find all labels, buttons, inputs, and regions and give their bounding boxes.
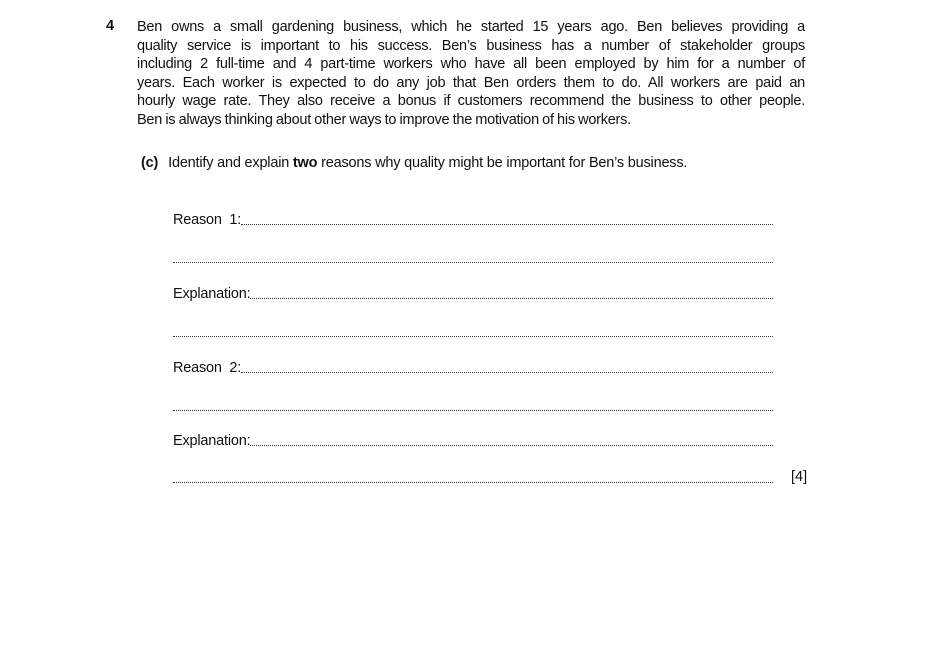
dotted-line: [173, 482, 773, 483]
stem-line: Ben owns a small gardening business, which he started 15 years ago. Ben believes providing a: [137, 19, 805, 35]
answer-line[interactable]: [173, 248, 773, 266]
prompt-emphasis: two: [292, 155, 318, 171]
part-label: (c): [141, 155, 159, 171]
answer-line-reason-2[interactable]: [173, 358, 773, 376]
answer-label: Reason 2:: [173, 360, 242, 376]
dotted-line: [173, 410, 773, 411]
stem-line: including 2 full-time and 4 part-time workers who have all been employed by him for a number of: [137, 56, 805, 73]
question-number: 4: [106, 18, 115, 34]
stem-line: quality service is important to his success. Ben’s business has a number of stakeholder groups: [137, 37, 805, 54]
answer-line-explanation-2[interactable]: [173, 431, 773, 449]
answer-line[interactable]: [173, 322, 773, 340]
dotted-line: [173, 262, 773, 263]
part-c-prompt: [141, 155, 687, 171]
stem-line: years. Each worker is expected to do any job that Ben orders them to do. All workers are paid an: [137, 74, 805, 91]
marks-allocation: [4]: [791, 469, 808, 485]
answer-label: Reason 1:: [173, 212, 242, 228]
dotted-line: [173, 336, 773, 337]
dotted-line: [250, 445, 773, 446]
dotted-line: [241, 372, 773, 373]
answer-line-explanation-1[interactable]: [173, 284, 773, 302]
answer-line[interactable]: [173, 468, 773, 486]
answer-label: Explanation:: [173, 433, 251, 449]
prompt-text: reasons why quality might be important for Ben’s business.: [317, 155, 688, 171]
stem-line: hourly wage rate. They also receive a bonus if customers recommend the business to other people.: [137, 93, 805, 110]
answer-label: Explanation:: [173, 286, 251, 302]
stem-line: Ben is always thinking about other ways to improve the motivation of his workers.: [137, 111, 631, 128]
answer-line-reason-1[interactable]: [173, 210, 773, 228]
answer-line[interactable]: [173, 396, 773, 414]
dotted-line: [250, 298, 773, 299]
prompt-text: Identify and explain: [168, 155, 293, 171]
dotted-line: [241, 224, 773, 225]
question-stem: [137, 18, 805, 130]
